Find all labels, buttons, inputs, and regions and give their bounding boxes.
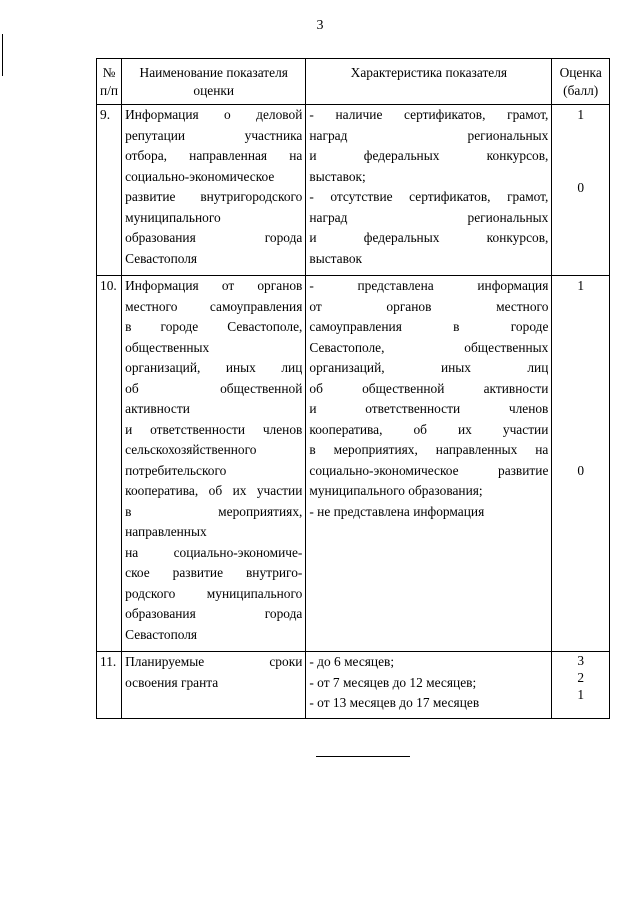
indicator-name-line: потребительского bbox=[125, 462, 227, 478]
score-value: 1 bbox=[577, 278, 585, 293]
indicator-name-line: в мероприятиях, bbox=[125, 503, 303, 519]
indicator-score bbox=[552, 105, 610, 276]
characteristic-line: самоуправления в городе bbox=[309, 319, 549, 334]
characteristic-line: наград региональных bbox=[309, 209, 549, 225]
header-num bbox=[97, 59, 122, 105]
indicator-name bbox=[122, 105, 306, 276]
indicator-name-line: образования города bbox=[125, 606, 303, 621]
characteristic-line: в мероприятиях, направленных на bbox=[309, 442, 549, 457]
indicators-table bbox=[96, 58, 610, 719]
row-number: 9. bbox=[97, 105, 122, 276]
characteristic-line: организаций, иных лиц bbox=[309, 360, 549, 375]
indicator-characteristic bbox=[306, 105, 552, 276]
characteristic-line: - отсутствие сертификатов, грамот, bbox=[309, 189, 549, 204]
indicator-name-line: Севастополя bbox=[125, 626, 198, 642]
characteristic-line: социально-экономическое развитие bbox=[309, 462, 549, 478]
characteristic-line: - от 7 месяцев до 12 месяцев; bbox=[309, 674, 477, 690]
indicator-name-line: местного самоуправления bbox=[125, 298, 303, 314]
indicator-name-line: репутации участника bbox=[125, 127, 303, 143]
characteristic-line: и федеральных конкурсов, bbox=[309, 230, 549, 245]
indicator-name-line: активности bbox=[125, 401, 190, 416]
characteristic-line: - не представлена информация bbox=[309, 503, 485, 519]
indicator-name-line: ское развитие внутриго- bbox=[125, 565, 303, 580]
header-score bbox=[552, 59, 610, 105]
characteristic-line: - от 13 месяцев до 17 месяцев bbox=[309, 695, 480, 710]
header-name-line: оценки bbox=[193, 83, 235, 98]
header-name-line: Наименование показателя bbox=[139, 65, 288, 80]
header-score-line: (балл) bbox=[563, 83, 599, 98]
indicator-name-line: сельскохозяйственного bbox=[125, 442, 257, 457]
indicator-name-line: социально-экономическое bbox=[125, 168, 275, 184]
indicator-name-line: Информация о деловой bbox=[125, 107, 303, 122]
characteristic-line: - наличие сертификатов, грамот, bbox=[309, 107, 549, 122]
indicator-name-line: в городе Севастополе, bbox=[125, 319, 303, 334]
header-characteristic bbox=[306, 59, 552, 105]
score-value: 1 bbox=[577, 687, 585, 702]
indicator-name-line: направленных bbox=[125, 524, 207, 539]
table-row bbox=[97, 652, 610, 719]
header-num-line: п/п bbox=[100, 83, 119, 98]
characteristic-line: наград региональных bbox=[309, 127, 549, 143]
characteristic-line: - представлена информация bbox=[309, 278, 549, 293]
header-name bbox=[122, 59, 306, 105]
indicator-name-line: родского муниципального bbox=[125, 585, 303, 601]
margin-mark bbox=[2, 34, 3, 76]
indicator-name-line: Информация от органов bbox=[125, 278, 303, 293]
page-number: 3 bbox=[316, 18, 324, 33]
characteristic-line: кооператива, об их участии bbox=[309, 421, 549, 437]
indicator-name-line: и ответственности членов bbox=[125, 421, 303, 437]
indicator-score bbox=[552, 652, 610, 719]
row-number: 11. bbox=[97, 652, 122, 719]
characteristic-line: и ответственности членов bbox=[309, 401, 549, 416]
characteristic-line: - до 6 месяцев; bbox=[309, 654, 395, 669]
indicator-characteristic bbox=[306, 652, 552, 719]
characteristic-line: Севастополе, общественных bbox=[309, 339, 549, 355]
indicator-name-line: развитие внутригородского bbox=[125, 189, 303, 204]
indicator-name-line: освоения гранта bbox=[125, 674, 219, 690]
row-number: 10. bbox=[97, 276, 122, 652]
indicator-name bbox=[122, 276, 306, 652]
indicator-name-line: на социально-экономиче- bbox=[125, 544, 303, 560]
score-value: 0 bbox=[577, 179, 585, 195]
indicator-name-line: отбора, направленная на bbox=[125, 148, 303, 163]
characteristic-line: муниципального образования; bbox=[309, 483, 483, 498]
characteristic-line: от органов местного bbox=[309, 298, 549, 314]
indicator-name-line: муниципального bbox=[125, 209, 221, 225]
characteristic-line: выставок bbox=[309, 250, 363, 266]
header-char-line: Характеристика показателя bbox=[350, 65, 508, 80]
indicator-name-line: образования города bbox=[125, 230, 303, 245]
characteristic-line: и федеральных конкурсов, bbox=[309, 148, 549, 163]
score-value: 0 bbox=[577, 462, 585, 478]
header-score-line: Оценка bbox=[559, 65, 602, 80]
header-num-line: № bbox=[102, 65, 116, 80]
indicator-name bbox=[122, 652, 306, 719]
indicator-name-line: организаций, иных лиц bbox=[125, 360, 303, 375]
indicator-name-line: общественных bbox=[125, 339, 210, 355]
indicator-name-line: об общественной bbox=[125, 380, 303, 396]
score-value: 3 bbox=[577, 653, 585, 668]
footer-rule bbox=[316, 756, 410, 757]
characteristic-line: об общественной активности bbox=[309, 380, 549, 396]
table-row bbox=[97, 105, 610, 276]
table-row bbox=[97, 276, 610, 652]
characteristic-line: выставок; bbox=[309, 168, 366, 184]
indicator-characteristic bbox=[306, 276, 552, 652]
indicator-name-line: кооператива, об их участии bbox=[125, 483, 303, 498]
table-header-row bbox=[97, 59, 610, 105]
indicator-score bbox=[552, 276, 610, 652]
score-value: 1 bbox=[577, 107, 585, 122]
indicator-name-line: Севастополя bbox=[125, 250, 198, 266]
score-value: 2 bbox=[577, 670, 585, 685]
indicator-name-line: Планируемые сроки bbox=[125, 654, 303, 669]
